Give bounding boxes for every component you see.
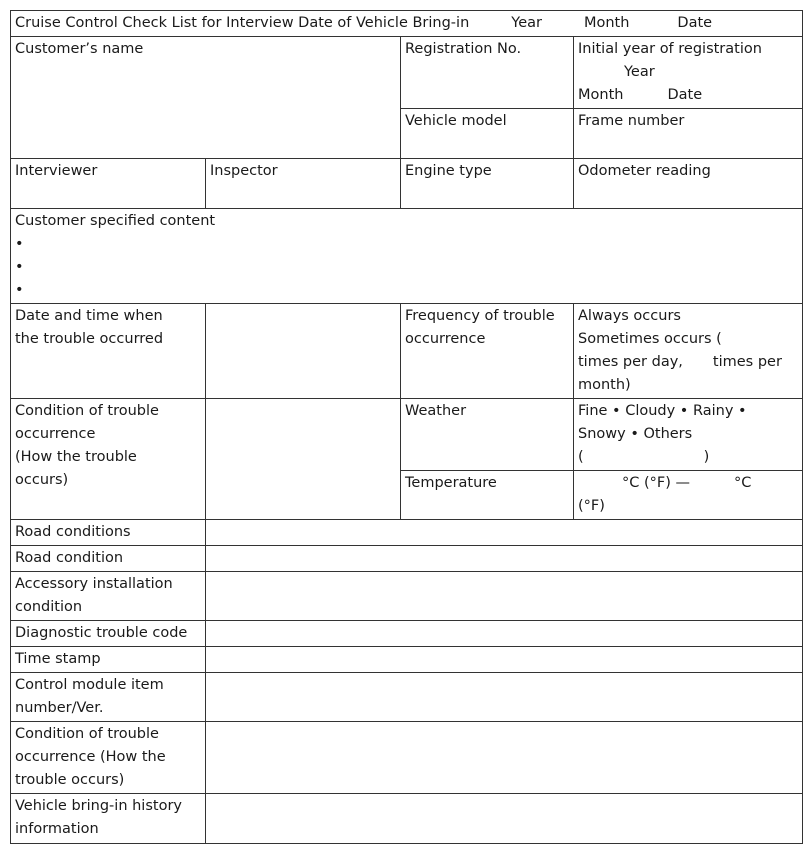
condition-occurrence-label-3: trouble occurs) (15, 772, 125, 788)
condition-label-4: occurs) (15, 472, 69, 488)
specified-bullet-1: • (15, 236, 24, 252)
trouble-time-row (11, 304, 803, 399)
initial-registration-year: Year (624, 64, 655, 80)
vehicle-model-cell[interactable] (401, 109, 574, 159)
trouble-date-label-2: the trouble occurred (15, 331, 164, 347)
specified-content-cell[interactable] (11, 209, 803, 304)
frequency-per: times per (712, 354, 782, 370)
specified-content-label: Customer specified content (15, 213, 216, 229)
time-stamp-row (11, 647, 803, 673)
odometer-label: Odometer reading (578, 163, 711, 179)
accessory-installation-label-2: condition (15, 599, 83, 615)
weather-options-2[interactable]: Snowy • Others (578, 426, 693, 442)
temperature-label: Temperature (405, 475, 497, 491)
condition-row-1 (11, 399, 803, 471)
road-conditions-row (11, 520, 803, 546)
condition-label-3: (How the trouble (15, 449, 137, 465)
vehicle-model-label: Vehicle model (405, 113, 507, 129)
diagnostic-trouble-code-value[interactable] (206, 621, 803, 647)
bring-in-history-value[interactable] (206, 794, 803, 844)
frequency-value-cell[interactable] (574, 304, 803, 399)
control-module-label-1: Control module item (15, 677, 164, 693)
specified-bullet-3: • (15, 282, 24, 298)
weather-value-cell[interactable] (574, 399, 803, 471)
condition-label-1: Condition of trouble (15, 403, 159, 419)
road-conditions-label: Road conditions (15, 524, 131, 540)
temperature-value-cell[interactable] (574, 471, 803, 520)
condition-label-cell (11, 399, 206, 520)
initial-registration-cell[interactable] (574, 37, 803, 109)
weather-options-1[interactable]: Fine • Cloudy • Rainy • (578, 403, 747, 419)
temperature-unit-f: (°F) (578, 498, 605, 514)
row-label-cell (11, 546, 206, 572)
bring-in-history-row (11, 794, 803, 844)
frequency-label-2: occurrence (405, 331, 486, 347)
temperature-range-low: °C (°F) — (622, 475, 690, 491)
road-condition-row (11, 546, 803, 572)
row-label-cell (11, 621, 206, 647)
frequency-per-day: times per day, (578, 354, 683, 370)
condition-value-cell[interactable] (206, 399, 401, 520)
registration-no-cell[interactable] (401, 37, 574, 109)
accessory-installation-row (11, 572, 803, 621)
header-year: Year (511, 15, 542, 31)
frequency-per-month: month) (578, 377, 631, 393)
trouble-date-label-1: Date and time when (15, 308, 163, 324)
diagnostic-trouble-code-label: Diagnostic trouble code (15, 625, 188, 641)
customer-name-label: Customer’s name (15, 41, 144, 57)
frequency-label-cell (401, 304, 574, 399)
header-month: Month (583, 15, 630, 31)
condition-label-2: occurrence (15, 426, 96, 442)
frame-number-label: Frame number (578, 113, 685, 129)
registration-no-label: Registration No. (405, 41, 522, 57)
checklist-title: Cruise Control Check List for Interview Date of Vehicle Bring-in (15, 15, 470, 31)
frequency-sometimes[interactable]: Sometimes occurs ( (578, 331, 722, 347)
odometer-cell[interactable] (574, 159, 803, 209)
initial-registration-month: Month (578, 87, 624, 103)
accessory-installation-label-1: Accessory installation (15, 576, 173, 592)
row-label-cell (11, 572, 206, 621)
condition-occurrence-value[interactable] (206, 722, 803, 794)
interviewer-cell[interactable] (11, 159, 206, 209)
trouble-date-value-cell[interactable] (206, 304, 401, 399)
weather-label: Weather (405, 403, 467, 419)
row-label-cell (11, 794, 206, 844)
header-row (11, 11, 803, 37)
checklist-header (11, 11, 803, 37)
control-module-label-2: number/Ver. (15, 700, 104, 716)
accessory-installation-value[interactable] (206, 572, 803, 621)
engine-type-cell[interactable] (401, 159, 574, 209)
road-condition-value[interactable] (206, 546, 803, 572)
header-date: Date (677, 15, 713, 31)
row-label-cell (11, 722, 206, 794)
weather-open-paren: ( (578, 449, 584, 465)
interviewer-label: Interviewer (15, 163, 98, 179)
condition-occurrence-label-1: Condition of trouble (15, 726, 159, 742)
bring-in-history-label-2: information (15, 821, 99, 837)
row-label-cell (11, 673, 206, 722)
row-label-cell (11, 647, 206, 673)
initial-registration-label: Initial year of registration (578, 41, 762, 57)
bring-in-history-label-1: Vehicle bring-in history (15, 798, 182, 814)
road-conditions-value[interactable] (206, 520, 803, 546)
inspector-label: Inspector (210, 163, 278, 179)
time-stamp-label: Time stamp (15, 651, 101, 667)
row-label-cell (11, 520, 206, 546)
frequency-always[interactable]: Always occurs (578, 308, 681, 324)
diagnostic-trouble-code-row (11, 621, 803, 647)
cruise-control-checklist-table (10, 10, 803, 844)
initial-registration-date: Date (667, 87, 703, 103)
engine-type-label: Engine type (405, 163, 492, 179)
road-condition-label: Road condition (15, 550, 124, 566)
trouble-date-label-cell (11, 304, 206, 399)
frame-number-cell[interactable] (574, 109, 803, 159)
specified-bullet-2: • (15, 259, 24, 275)
frequency-label-1: Frequency of trouble (405, 308, 555, 324)
time-stamp-value[interactable] (206, 647, 803, 673)
weather-close-paren: ) (703, 449, 710, 465)
temperature-label-cell (401, 471, 574, 520)
temperature-range-high: °C (734, 475, 752, 491)
condition-occurrence-row (11, 722, 803, 794)
condition-occurrence-label-2: occurrence (How the (15, 749, 166, 765)
inspector-cell[interactable] (206, 159, 401, 209)
customer-name-cell[interactable] (11, 37, 401, 159)
control-module-row (11, 673, 803, 722)
specified-content-row (11, 209, 803, 304)
customer-row-1 (11, 37, 803, 109)
control-module-value[interactable] (206, 673, 803, 722)
staff-row (11, 159, 803, 209)
weather-label-cell (401, 399, 574, 471)
